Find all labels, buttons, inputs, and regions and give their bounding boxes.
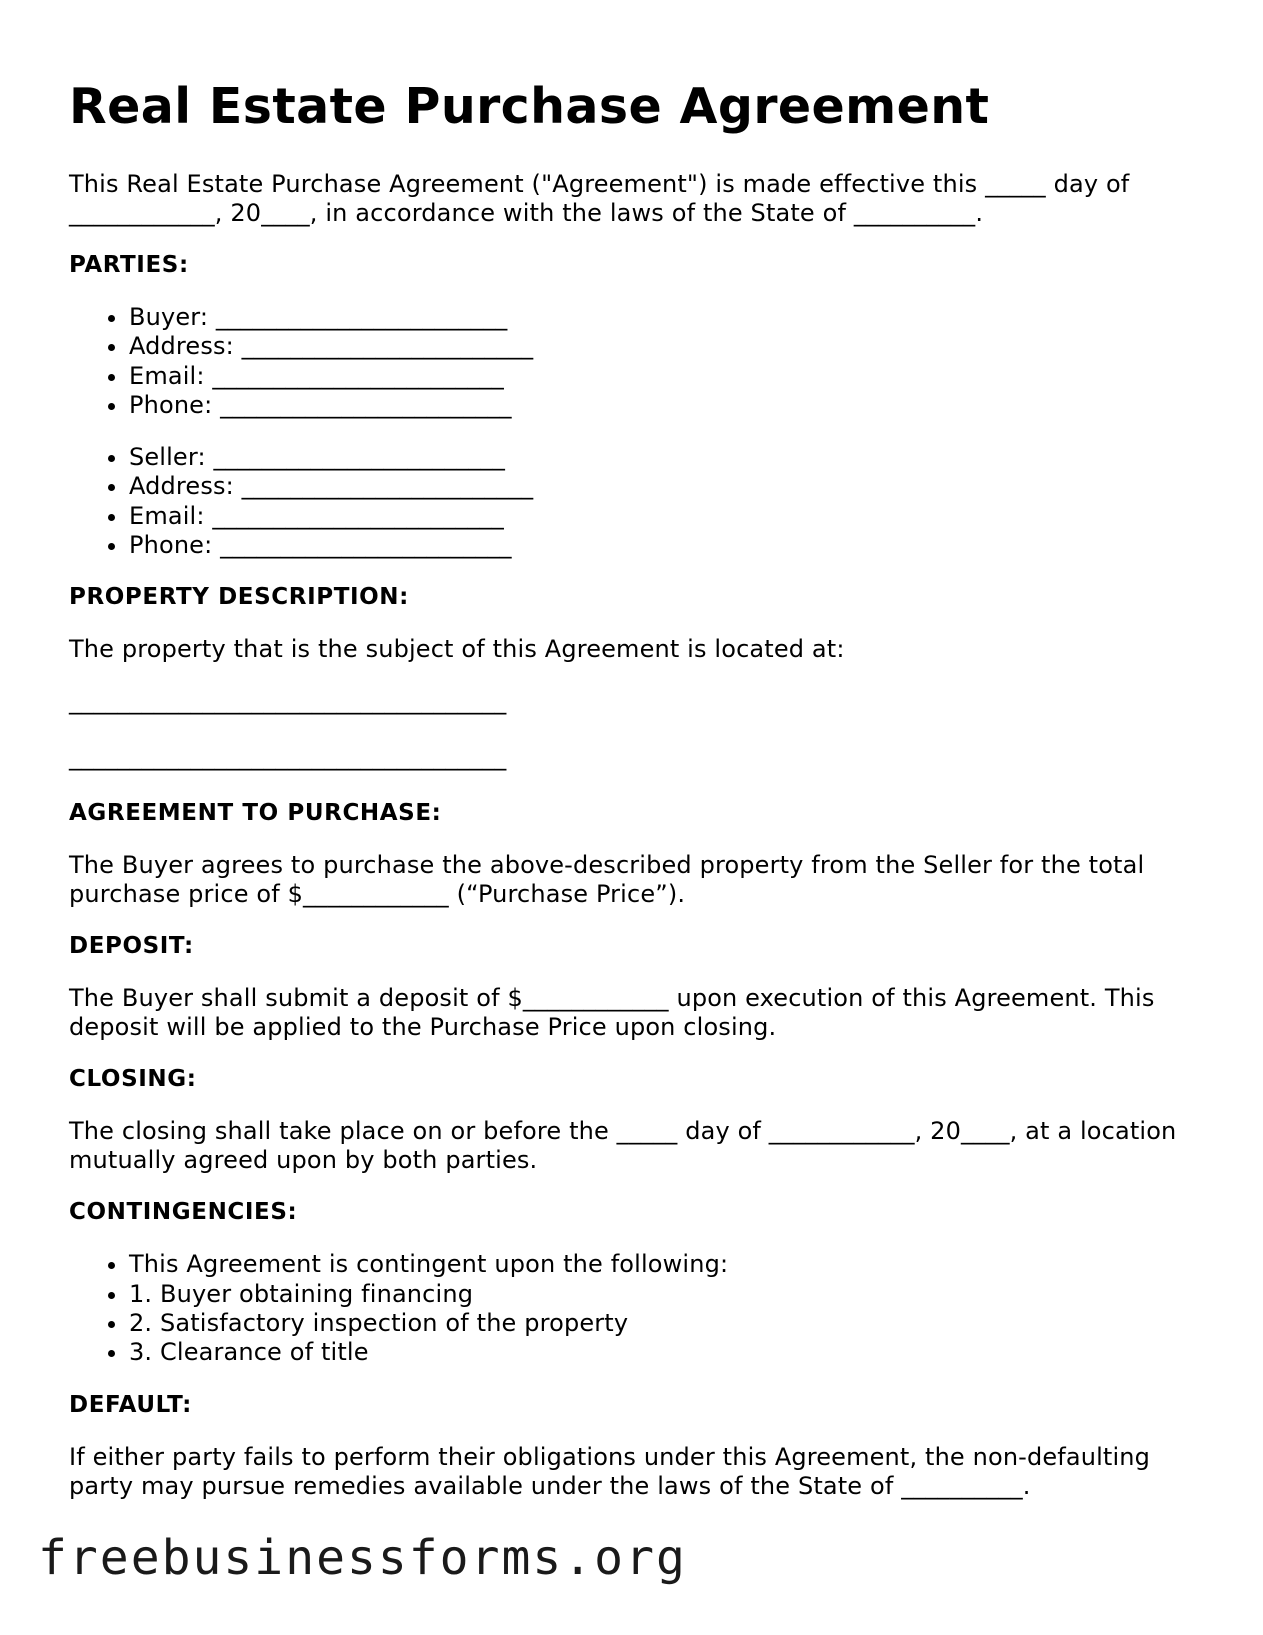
property-address-line-1: ____________________________________ xyxy=(69,687,507,716)
closing-heading: CLOSING: xyxy=(69,1066,197,1093)
purchase-heading: AGREEMENT TO PURCHASE: xyxy=(69,800,442,827)
list-item: • This Agreement is contingent upon the following: xyxy=(129,1250,1199,1279)
parties-heading: PARTIES: xyxy=(69,252,189,278)
closing-text: The closing shall take place on or before the _____ day of ____________, 20____, at a location mutually agreed upon by both parties. xyxy=(69,1117,1177,1175)
deposit-text: The Buyer shall submit a deposit of $____________ upon execution of this Agreement. This deposit will be applied to the Purchase Price upon closing. xyxy=(69,984,1155,1042)
list-item: • 1. Buyer obtaining financing xyxy=(129,1280,1199,1309)
seller-list xyxy=(69,443,1199,560)
watermark: freebusinessforms.org xyxy=(38,1530,687,1586)
document-title: Real Estate Purchase Agreement xyxy=(69,78,990,135)
seller-name-field: • Seller: ________________________ xyxy=(129,443,1199,472)
seller-address-field: • Address: ________________________ xyxy=(129,472,1199,501)
buyer-phone-field: • Phone: ________________________ xyxy=(129,391,1199,420)
document-page xyxy=(69,78,1199,1524)
property-address-line-2: ____________________________________ xyxy=(69,743,507,772)
intro-paragraph: This Real Estate Purchase Agreement ("Agreement") is made effective this _____ day of ____________, 20____, in accordance with the laws of the State of __________. xyxy=(69,170,1130,227)
property-heading: PROPERTY DESCRIPTION: xyxy=(69,584,409,611)
deposit-heading: DEPOSIT: xyxy=(69,933,194,960)
property-text: The property that is the subject of this Agreement is located at: xyxy=(69,635,845,664)
default-heading: DEFAULT: xyxy=(69,1391,192,1418)
buyer-name-field: • Buyer: ________________________ xyxy=(129,303,1199,332)
buyer-list xyxy=(69,303,1199,420)
buyer-email-field: • Email: ________________________ xyxy=(129,362,1199,391)
contingencies-heading: CONTINGENCIES: xyxy=(69,1199,298,1226)
list-item: • 2. Satisfactory inspection of the property xyxy=(129,1309,1199,1338)
list-item: • 3. Clearance of title xyxy=(129,1338,1199,1367)
contingencies-list xyxy=(69,1250,1199,1367)
seller-phone-field: • Phone: ________________________ xyxy=(129,531,1199,560)
purchase-text: The Buyer agrees to purchase the above-described property from the Seller for the total purchase price of $____________ (“Purchase Price”). xyxy=(69,851,1145,909)
default-text: If either party fails to perform their obligations under this Agreement, the non-defaulting party may pursue remedies available under the laws of the State of __________. xyxy=(69,1442,1151,1500)
seller-email-field: • Email: ________________________ xyxy=(129,502,1199,531)
buyer-address-field: • Address: ________________________ xyxy=(129,332,1199,361)
